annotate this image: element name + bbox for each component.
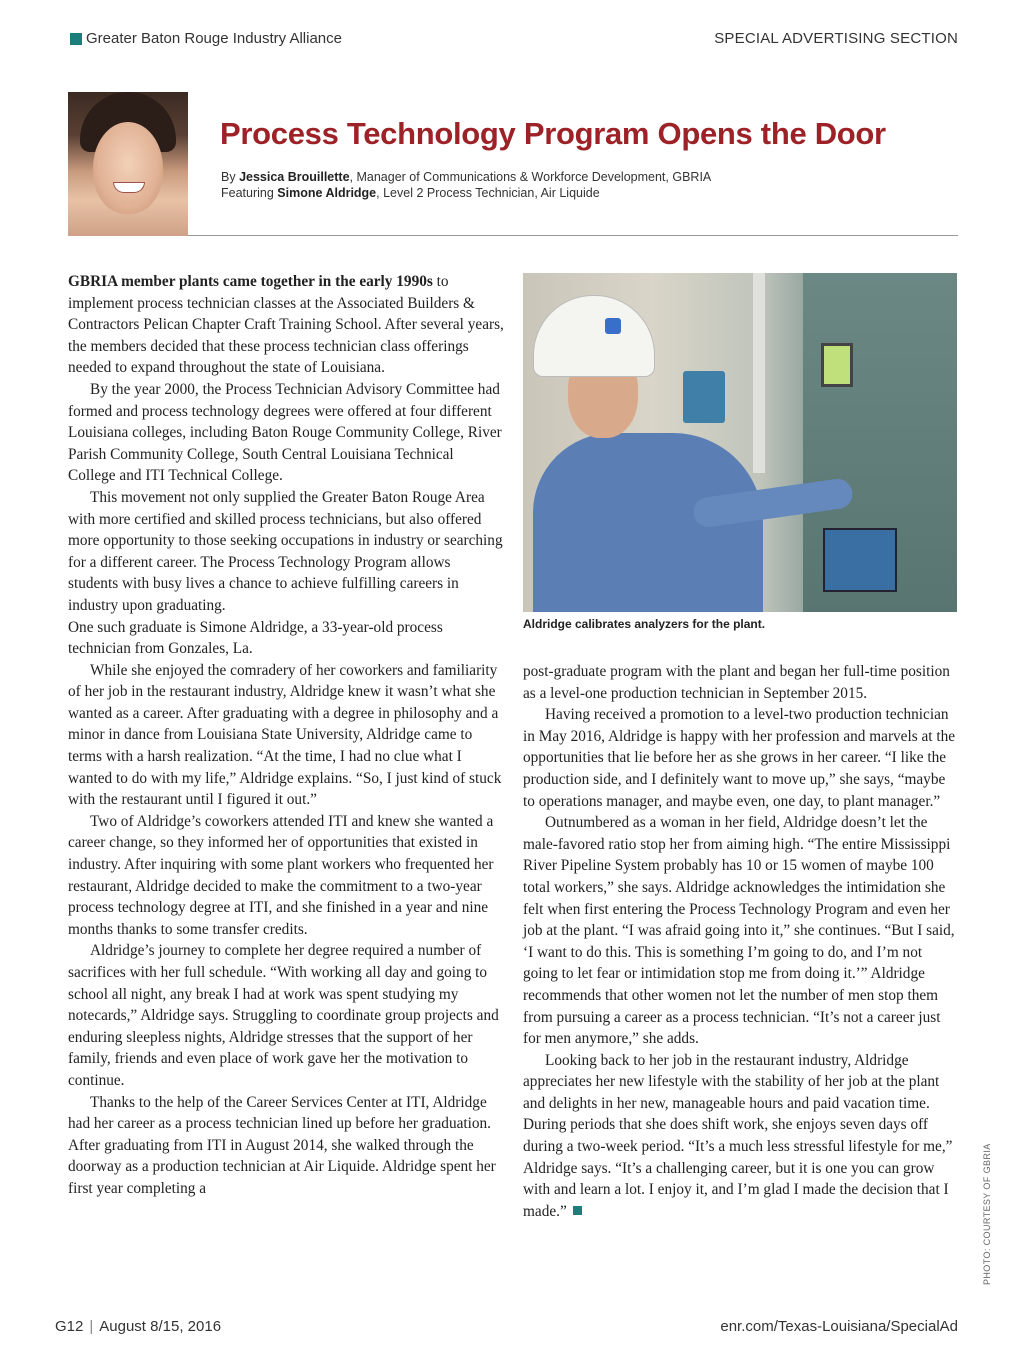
byline-featuring: Featuring Simone Aldridge, Level 2 Process Technician, Air Liquide xyxy=(221,186,600,200)
article-photo xyxy=(523,273,957,612)
paragraph: Having received a promotion to a level-two production technician in May 2016, Aldridge is happy with her profession and marvels at the opportunities that lie before her as she grows in her career. “I like the production side, and I definitely want to move up,” she says, “maybe to operations manager, and maybe even, one day, to plant manager.” xyxy=(523,706,956,810)
photo-caption: Aldridge calibrates analyzers for the plant. xyxy=(523,617,766,631)
article-column-2 xyxy=(523,661,959,1222)
page-header xyxy=(70,30,958,52)
paragraph: While she enjoyed the comradery of her coworkers and familiarity of her job in the restaurant industry, Aldridge knew it wasn’t what she wanted as a career. After graduating with a degree in philosophy and a minor in dance from Louisiana State University, Aldridge came to terms with a harsh realization. “At the time, I had no clue what I wanted to do with my life,” Aldridge explains. “So, I just kind of stuck with the restaurant until I figured it out.” xyxy=(68,661,502,809)
article-title: Process Technology Program Opens the Door xyxy=(220,116,886,151)
lead-in: GBRIA member plants came together in the early 1990s xyxy=(68,273,433,290)
org-name xyxy=(70,30,342,47)
org-square-icon xyxy=(70,33,82,45)
end-mark-icon xyxy=(573,1206,582,1215)
header-divider xyxy=(188,235,958,236)
paragraph: Thanks to the help of the Career Services Center at ITI, Aldridge had her career as a process technician lined up before her graduation. After graduating from ITI in August 2014, she walked through the doorway as a production technician at Air Liquide. Aldridge spent her first year completing a xyxy=(68,1093,496,1197)
paragraph: GBRIA member plants came together in the early 1990s to implement process technician classes at the Associated Builders & Contractors Pelican Chapter Craft Training School. After several years, the members decided that these process technician class offerings needed to expand throughout the state of Louisiana. xyxy=(68,273,504,377)
paragraph: Two of Aldridge’s coworkers attended ITI and knew she wanted a career change, so they informed her of opportunities that existed in industry. After inquiring with some plant workers who frequented her restaurant, Aldridge decided to make the commitment to a two-year process technology degree at ITI, and she finished in a year and nine months thanks to some transfer credits. xyxy=(68,812,494,938)
paragraph: One such graduate is Simone Aldridge, a 33-year-old process technician from Gonzales, La. xyxy=(68,618,443,658)
section-label: SPECIAL ADVERTISING SECTION xyxy=(714,30,958,47)
footer-separator: | xyxy=(89,1318,94,1335)
issue-date: August 8/15, 2016 xyxy=(99,1318,222,1335)
photo-credit: PHOTO: COURTESY OF GBRIA xyxy=(982,1143,992,1285)
org-label: Greater Baton Rouge Industry Alliance xyxy=(86,30,342,47)
paragraph: Aldridge’s journey to complete her degree required a number of sacrifices with her full schedule. “With working all day and going to school all night, any break I had at work was spent studying my notecards,” Aldridge says. Struggling to coordinate group projects and enduring sleepless nights, Aldridge stresses that the support of her family, friends and even place of work gave her the motivation to continue. xyxy=(68,942,499,1089)
page-footer xyxy=(55,1318,958,1340)
byline-author: By Jessica Brouillette, Manager of Communications & Workforce Development, GBRIA xyxy=(221,170,712,184)
byline xyxy=(221,169,711,201)
paragraph: post-graduate program with the plant and began her full-time position as a level-one production technician in September 2015. xyxy=(523,663,950,702)
author-name: Jessica Brouillette xyxy=(239,170,350,184)
page-number: G12 xyxy=(55,1318,84,1335)
author-portrait xyxy=(68,92,188,236)
paragraph: Outnumbered as a woman in her field, Aldridge doesn’t let the male-favored ratio stop her from aiming high. “The entire Mississippi River Pipeline System probably has 10 or 15 women of maybe 100 total workers,” she says. Aldridge acknowledges the intimidation she felt when first entering the Process Technology Program and even her job at the plant. “I was afraid going into it,” she continues. “But I said, ‘I want to do this. This is something I’m going to do, and I’m not going to let fear or intimidation stop me from doing it.’” Aldridge recommends that other women not let the number of men stop them from pursuing a career as a process technician. “It’s not a career just for men anymore,” she adds. xyxy=(523,814,955,1048)
article-column-1 xyxy=(68,271,504,1200)
paragraph: Looking back to her job in the restaurant industry, Aldridge appreciates her new lifestyle with the stability of her job at the plant and delights in her new, manageable hours and paid vacation time. During periods that she does shift work, she enjoys seven days off during a two-week period. “It’s a much less stressful lifestyle for me,” Aldridge says. “It’s a challenging career, but it is one you can grow with and learn a lot. I enjoy it, and I’m glad I made the decision that I made.” xyxy=(523,1051,953,1220)
paragraph: This movement not only supplied the Greater Baton Rouge Area with more certified and skilled process technicians, but also offered more opportunity to those seeking occupations in industry or searching for a different career. The Process Technology Program allows students with busy lives a chance to achieve fulfilling careers in industry upon graduating. xyxy=(68,488,503,614)
footer-url[interactable]: enr.com/Texas-Louisiana/SpecialAd xyxy=(720,1318,958,1335)
featured-name: Simone Aldridge xyxy=(277,186,377,200)
paragraph: By the year 2000, the Process Technician Advisory Committee had formed and process technology degrees were offered at four different Louisiana colleges, including Baton Rouge Community College, River Parish Community College, South Central Louisiana Technical College and ITI Technical College. xyxy=(68,380,502,485)
